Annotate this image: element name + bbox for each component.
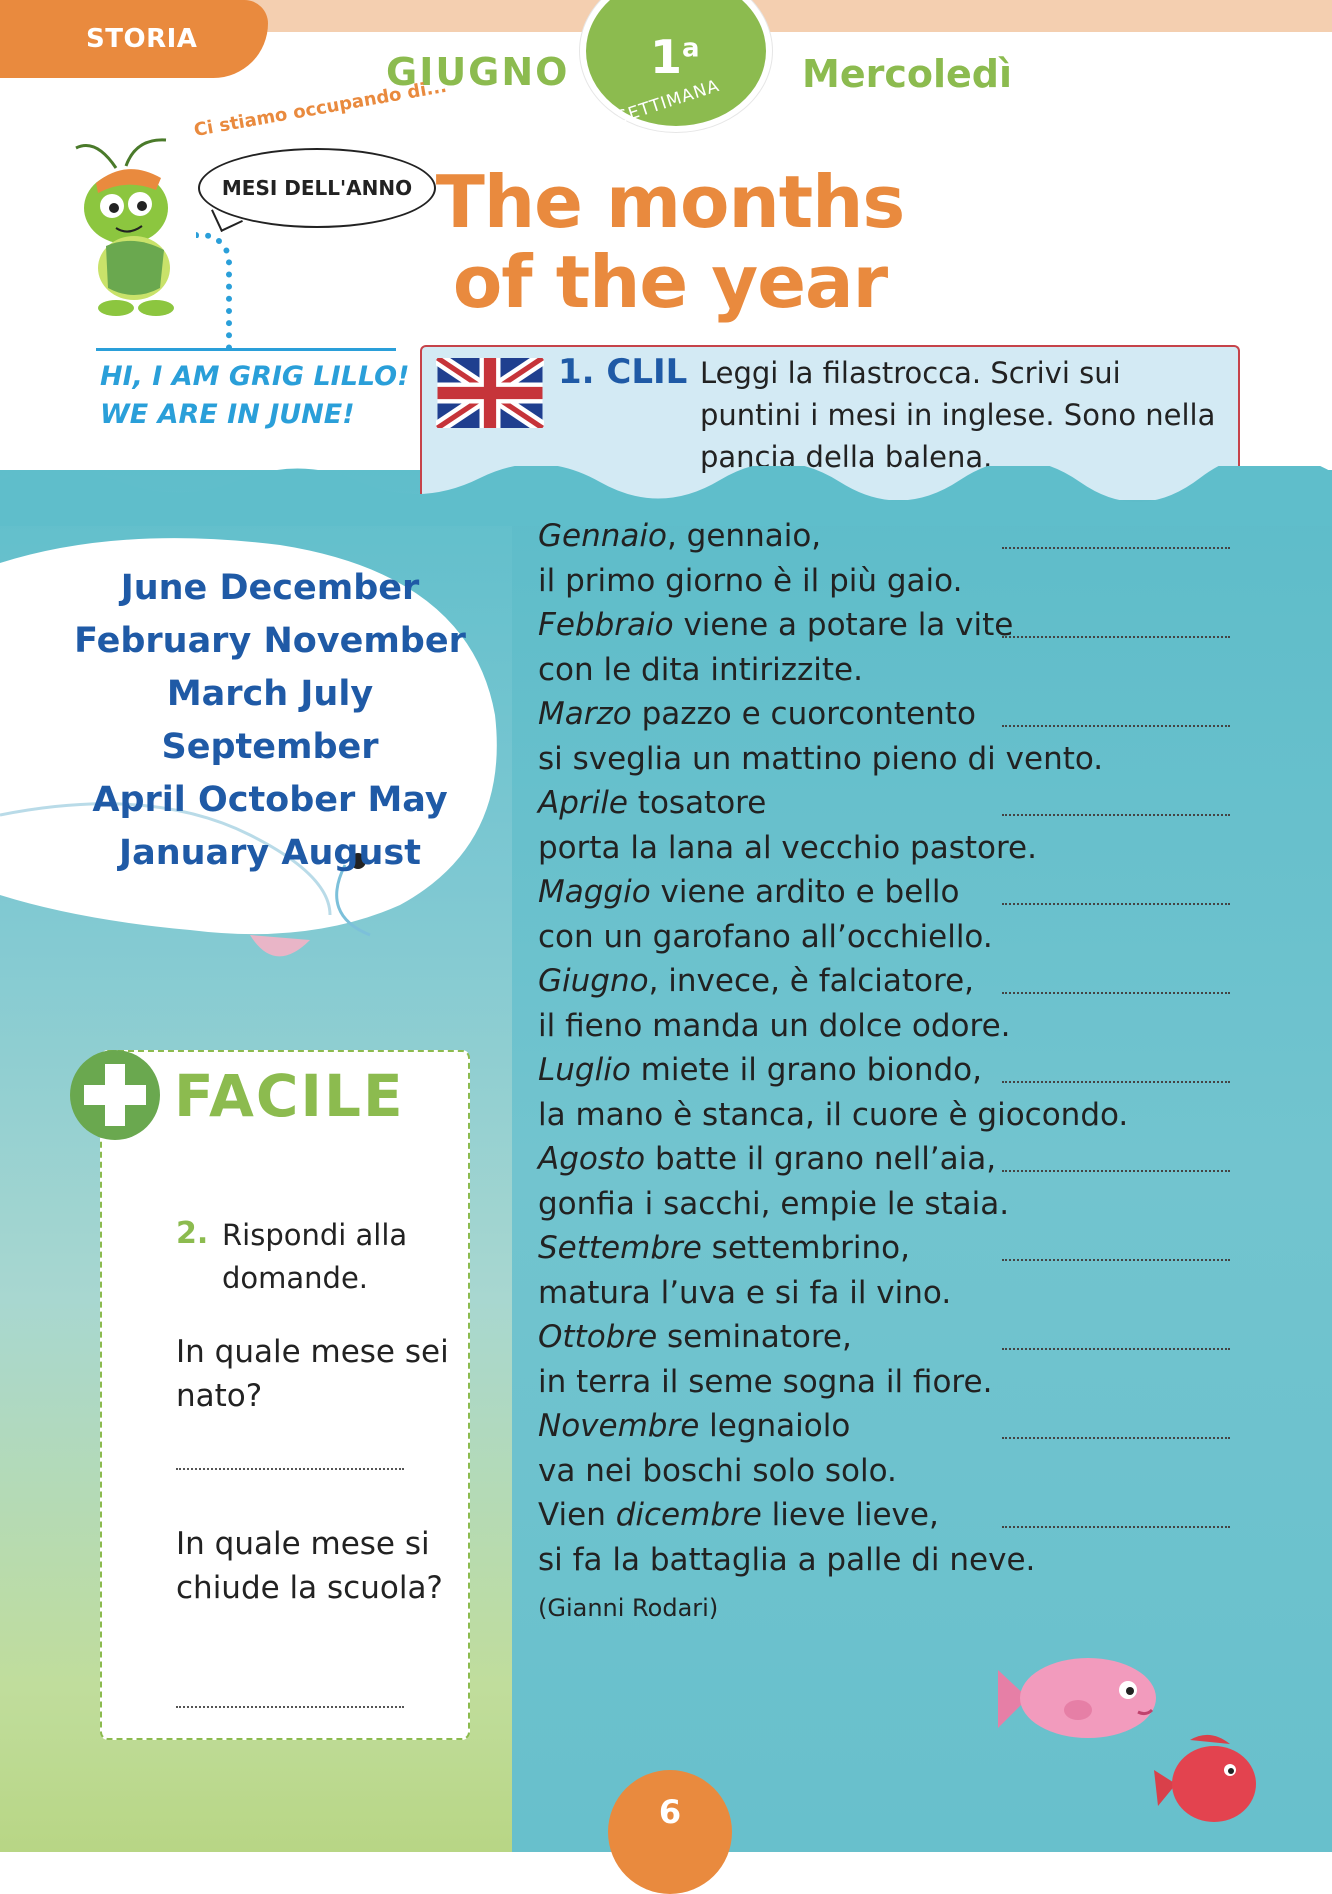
poem-month: Agosto xyxy=(538,1141,646,1177)
poem-line xyxy=(538,870,1238,915)
poem-month: Luglio xyxy=(538,1052,631,1088)
translation-field-aprile[interactable] xyxy=(1002,814,1230,816)
month-label: GIUGNO xyxy=(386,50,570,94)
poem-text: legnaiolo xyxy=(699,1408,851,1444)
poem-month: Ottobre xyxy=(538,1319,658,1355)
poem-text: pazzo e cuorcontento xyxy=(631,696,976,732)
poem-line xyxy=(538,826,1238,871)
poem-text: Vien xyxy=(538,1497,616,1533)
poem-text: tosatore xyxy=(627,785,767,821)
exercise-2-instruction: Rispondi alla domande. xyxy=(222,1218,408,1295)
poem-month: Novembre xyxy=(538,1408,700,1444)
greeting-divider xyxy=(96,348,396,351)
subject-tab: STORIA xyxy=(0,0,268,78)
months-row-4: April October May xyxy=(92,780,448,820)
poem-month: Giugno xyxy=(538,963,649,999)
poem-text: si fa la battaglia a palle di neve. xyxy=(538,1541,1036,1578)
poem-text: , invece, è falciatore, xyxy=(648,963,975,999)
translation-field-giugno[interactable] xyxy=(1002,992,1230,994)
translation-field-gennaio[interactable] xyxy=(1002,547,1230,549)
question-1: In quale mese sei nato? xyxy=(176,1334,449,1414)
pink-fish-icon xyxy=(988,1650,1160,1746)
poem-text: seminatore, xyxy=(657,1319,852,1355)
greeting-line-2: WE ARE IN JUNE! xyxy=(100,399,355,430)
poem-line xyxy=(538,1226,1238,1271)
translation-field-maggio[interactable] xyxy=(1002,903,1230,905)
poem-text: si sveglia un mattino pieno di vento. xyxy=(538,740,1104,777)
day-label: Mercoledì xyxy=(802,52,1012,96)
plus-icon-bar-v xyxy=(105,1064,125,1126)
poem-text: miete il grano biondo, xyxy=(630,1052,982,1088)
translation-field-ottobre[interactable] xyxy=(1002,1348,1230,1350)
poem-line xyxy=(538,603,1238,648)
translation-field-settembre[interactable] xyxy=(1002,1259,1230,1261)
poem-line xyxy=(538,1182,1238,1227)
week-number xyxy=(650,30,700,84)
poem-line xyxy=(538,514,1238,559)
poem-text: , gennaio, xyxy=(666,518,822,554)
poem-line xyxy=(538,648,1238,693)
poem-line xyxy=(538,1271,1238,1316)
poem-text: gonfia i sacchi, empie le staia. xyxy=(538,1185,1010,1222)
poem-line xyxy=(538,781,1238,826)
poem xyxy=(538,514,1238,1582)
poem-text: il primo giorno è il più gaio. xyxy=(538,562,963,599)
poem-month: Febbraio xyxy=(538,607,674,643)
whale-months-list xyxy=(70,562,470,880)
months-row-2: February November xyxy=(74,621,466,661)
poem-text: con le dita intirizzite. xyxy=(538,651,863,688)
translation-field-marzo[interactable] xyxy=(1002,725,1230,727)
greeting-line-1: HI, I AM GRIG LILLO! xyxy=(100,361,410,392)
poem-line xyxy=(538,1048,1238,1093)
months-row-5: January August xyxy=(119,833,421,873)
answer-1-field[interactable] xyxy=(176,1466,404,1470)
poem-line xyxy=(538,1360,1238,1405)
red-fish-icon xyxy=(1150,1730,1260,1830)
poem-line xyxy=(538,1449,1238,1494)
week-number-value: 1 xyxy=(650,30,683,84)
poem-month: Settembre xyxy=(538,1230,702,1266)
uk-flag-icon xyxy=(436,358,544,428)
poem-line xyxy=(538,1538,1238,1583)
poem-line xyxy=(538,1093,1238,1138)
poem-text: porta la lana al vecchio pastore. xyxy=(538,829,1037,866)
answer-2-field[interactable] xyxy=(176,1704,404,1708)
poem-line xyxy=(538,1315,1238,1360)
poem-month: Maggio xyxy=(538,874,651,910)
poem-line xyxy=(538,1004,1238,1049)
months-row-1: June December xyxy=(120,568,420,608)
page-number: 6 xyxy=(608,1770,732,1894)
poem-line xyxy=(538,1137,1238,1182)
poem-line xyxy=(538,915,1238,960)
poem-line xyxy=(538,559,1238,604)
title-line-1: The months xyxy=(435,160,905,244)
poem-line xyxy=(538,737,1238,782)
poem-text: settembrino, xyxy=(701,1230,910,1266)
mascot-greeting xyxy=(100,358,409,434)
question-2: In quale mese si chiude la scuola? xyxy=(176,1526,443,1606)
poem-line xyxy=(538,1404,1238,1449)
poem-text: lieve lieve, xyxy=(761,1497,939,1533)
topic-speech-bubble: MESI DELL'ANNO xyxy=(198,148,436,228)
page-title xyxy=(420,162,920,322)
poem-month: Gennaio xyxy=(538,518,667,554)
facile-label: FACILE xyxy=(174,1062,405,1130)
poem-month: Aprile xyxy=(538,785,628,821)
poem-text: la mano è stanca, il cuore è giocondo. xyxy=(538,1096,1129,1133)
poem-text: il fieno manda un dolce odore. xyxy=(538,1007,1011,1044)
poem-line xyxy=(538,692,1238,737)
translation-field-febbraio[interactable] xyxy=(1002,636,1230,638)
title-line-2: of the year xyxy=(452,240,888,324)
poem-line xyxy=(538,959,1238,1004)
exercise-1-instruction: Leggi la filastrocca. Scrivi sui puntini i mesi in inglese. Sono nella pancia della balena. xyxy=(700,356,1216,474)
poem-text: matura l’uva e si fa il vino. xyxy=(538,1274,952,1311)
poem-line xyxy=(538,1493,1238,1538)
exercise-1-label: 1. CLIL xyxy=(558,352,688,392)
poem-text: viene ardito e bello xyxy=(650,874,960,910)
exercise-2-number: 2. xyxy=(176,1216,209,1251)
translation-field-luglio[interactable] xyxy=(1002,1081,1230,1083)
grasshopper-mascot-icon xyxy=(56,138,206,318)
translation-field-agosto[interactable] xyxy=(1002,1170,1230,1172)
poem-text: in terra il seme sogna il fiore. xyxy=(538,1363,993,1400)
poem-text: viene a potare la vite xyxy=(673,607,1014,643)
months-row-3: March July September xyxy=(161,674,379,767)
occupying-label: Ci stiamo occupando di... xyxy=(192,75,449,141)
poem-month: dicembre xyxy=(615,1497,762,1533)
translation-field-novembre[interactable] xyxy=(1002,1437,1230,1439)
week-word: SETTIMANA xyxy=(614,76,723,128)
poem-text: con un garofano all’occhiello. xyxy=(538,918,993,955)
poem-text: batte il grano nell’aia, xyxy=(645,1141,997,1177)
translation-field-dicembre[interactable] xyxy=(1002,1526,1230,1528)
poem-month: Marzo xyxy=(538,696,632,732)
poem-text: va nei boschi solo solo. xyxy=(538,1452,897,1489)
poem-author: (Gianni Rodari) xyxy=(538,1594,719,1622)
week-number-sup: a xyxy=(682,33,700,64)
